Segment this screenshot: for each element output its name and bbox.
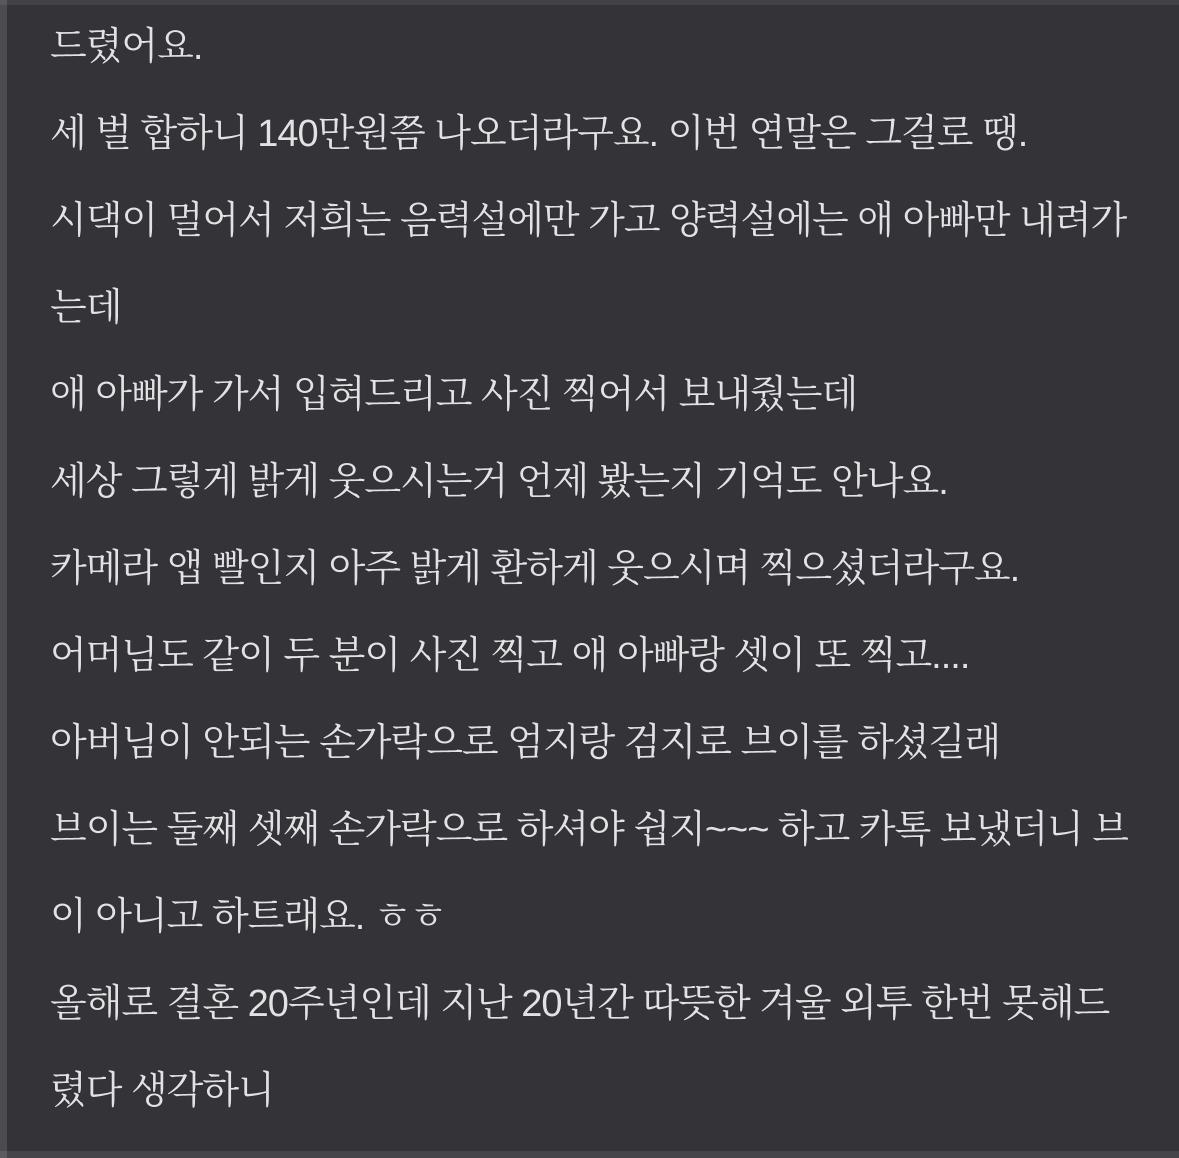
- text-line: 브이는 둘째 셋째 손가락으로 하셔야 쉽지~~~ 하고 카톡 보냈더니 브: [50, 809, 1129, 851]
- text-line: 시댁이 멀어서 저희는 음력설에만 가고 양력설에는 애 아빠만 내려가: [50, 200, 1127, 242]
- photo-edge-left: [0, 0, 7, 1158]
- text-line: 는데: [50, 287, 122, 329]
- text-line: 세상 그렇게 밝게 웃으시는거 언제 봤는지 기억도 안나요.: [50, 461, 948, 503]
- text-line: 애 아빠가 가서 입혀드리고 사진 찍어서 보내줬는데: [50, 374, 858, 416]
- text-line: 카메라 앱 빨인지 아주 밝게 환하게 웃으시며 찍으셨더라구요.: [50, 548, 1020, 590]
- text-line: 아버님이 안되는 손가락으로 엄지랑 검지로 브이를 하셨길래: [50, 722, 1001, 764]
- text-line: 어머님도 같이 두 분이 사진 찍고 애 아빠랑 셋이 또 찍고....: [50, 635, 970, 677]
- post-body: [50, 4, 1149, 1135]
- photo-edge-bottom: [0, 1151, 1179, 1158]
- text-line: 렸다 생각하니: [50, 1070, 274, 1112]
- text-line: 세 벌 합하니 140만원쯤 나오더라구요. 이번 연말은 그걸로 땡.: [50, 113, 1028, 155]
- text-line: 올해로 결혼 20주년인데 지난 20년간 따뜻한 겨울 외투 한번 못해드: [50, 983, 1110, 1025]
- text-line: 이 아니고 하트래요. ㅎㅎ: [50, 896, 446, 938]
- text-line: 드렸어요.: [50, 26, 203, 68]
